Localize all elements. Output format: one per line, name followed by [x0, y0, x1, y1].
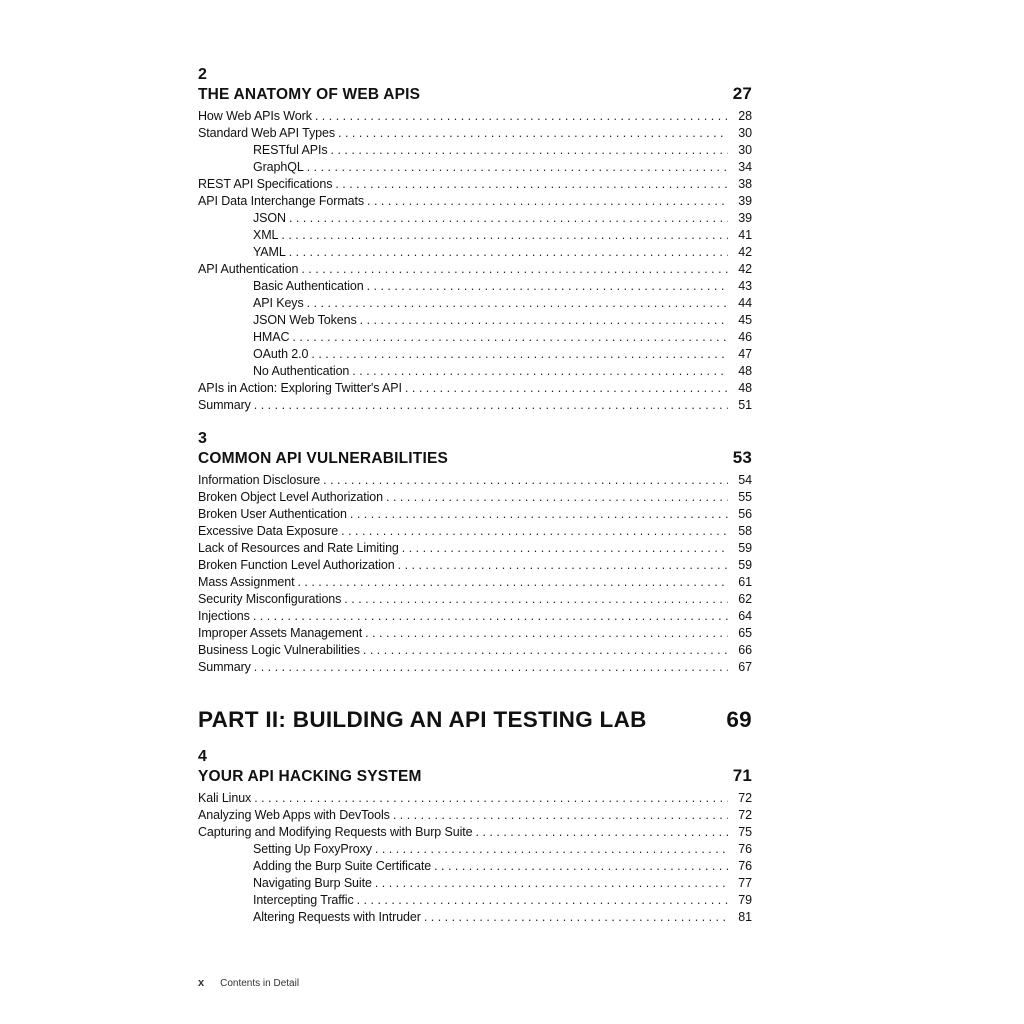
entry-page: 67 [738, 660, 752, 674]
entry-page: 58 [738, 524, 752, 538]
leader-dots [341, 523, 728, 540]
entry-page: 76 [738, 859, 752, 873]
entry-label: Analyzing Web Apps with DevTools [198, 808, 390, 822]
toc-subentry[interactable] [198, 875, 752, 892]
leader-dots [352, 363, 728, 380]
entry-page: 42 [738, 262, 752, 276]
chapter-title-row [198, 84, 752, 105]
leader-dots [375, 875, 728, 892]
entry-page: 77 [738, 876, 752, 890]
leader-dots [375, 841, 728, 858]
toc-entry[interactable] [198, 176, 752, 193]
entry-page: 42 [738, 245, 752, 259]
entry-page: 79 [738, 893, 752, 907]
leader-dots [307, 295, 728, 312]
entry-page: 72 [738, 791, 752, 805]
entry-label: Capturing and Modifying Requests with Burp Suite [198, 825, 473, 839]
leader-dots [360, 312, 728, 329]
chapter-2 [198, 66, 752, 414]
entry-page: 30 [738, 126, 752, 140]
chapter-title: YOUR API HACKING SYSTEM [198, 768, 422, 785]
entry-label: OAuth 2.0 [253, 347, 309, 361]
toc-subentry[interactable] [198, 312, 752, 329]
leader-dots [289, 244, 728, 261]
toc-subentry[interactable] [198, 329, 752, 346]
chapter-4 [198, 748, 752, 926]
entry-page: 34 [738, 160, 752, 174]
entry-label: YAML [253, 245, 286, 259]
entry-page: 43 [738, 279, 752, 293]
entry-page: 75 [738, 825, 752, 839]
leader-dots [323, 472, 728, 489]
entry-label: Adding the Burp Suite Certificate [253, 859, 432, 873]
chapter-page: 27 [732, 84, 752, 103]
toc-entry[interactable] [198, 193, 752, 210]
entry-label: Broken Object Level Authorization [198, 490, 384, 504]
entry-page: 48 [738, 381, 752, 395]
chapter-title-row [198, 766, 752, 787]
toc-entry[interactable] [198, 790, 752, 807]
entry-label: JSON Web Tokens [253, 313, 357, 327]
entry-label: Setting Up FoxyProxy [253, 842, 372, 856]
entry-label: Broken Function Level Authorization [198, 558, 395, 572]
entry-label: Business Logic Vulnerabilities [198, 643, 360, 657]
entry-label: Security Misconfigurations [198, 592, 342, 606]
chapter-number: 2 [198, 66, 207, 83]
entry-label: JSON [253, 211, 286, 225]
leader-dots [367, 278, 728, 295]
entry-label: How Web APIs Work [198, 109, 312, 123]
entry-label: No Authentication [253, 364, 350, 378]
toc-entry[interactable] [198, 380, 752, 397]
toc-entry[interactable] [198, 591, 752, 608]
leader-dots [350, 506, 728, 523]
entry-page: 64 [738, 609, 752, 623]
leader-dots [386, 489, 728, 506]
entry-label: API Keys [253, 296, 304, 310]
chapter-page: 53 [732, 448, 752, 467]
entry-label: API Data Interchange Formats [198, 194, 365, 208]
entry-page: 59 [738, 541, 752, 555]
toc-subentry[interactable] [198, 892, 752, 909]
toc-subentry[interactable] [198, 159, 752, 176]
toc-subentry[interactable] [198, 295, 752, 312]
entry-label: Basic Authentication [253, 279, 364, 293]
entry-page: 48 [738, 364, 752, 378]
toc-subentry[interactable] [198, 142, 752, 159]
toc-subentry[interactable] [198, 841, 752, 858]
toc-entry[interactable] [198, 523, 752, 540]
entry-page: 61 [738, 575, 752, 589]
entry-page: 54 [738, 473, 752, 487]
entry-label: Injections [198, 609, 250, 623]
chapter-title: COMMON API VULNERABILITIES [198, 450, 449, 467]
chapter-number: 3 [198, 430, 207, 447]
entry-label: REST API Specifications [198, 177, 333, 191]
leader-dots [424, 909, 728, 926]
entry-label: API Authentication [198, 262, 299, 276]
leader-dots [254, 397, 728, 414]
page-footer [198, 977, 299, 989]
entry-label: Navigating Burp Suite [253, 876, 372, 890]
entry-page: 56 [738, 507, 752, 521]
leader-dots [405, 380, 728, 397]
footer-page-number: x [198, 977, 205, 989]
toc-entry[interactable] [198, 506, 752, 523]
entry-page: 28 [738, 109, 752, 123]
toc-entry[interactable] [198, 261, 752, 278]
entry-label: Summary [198, 660, 251, 674]
entry-page: 39 [738, 194, 752, 208]
toc-subentry[interactable] [198, 244, 752, 261]
entry-page: 45 [738, 313, 752, 327]
entry-label: Broken User Authentication [198, 507, 347, 521]
entry-page: 65 [738, 626, 752, 640]
leader-dots [476, 824, 728, 841]
leader-dots [289, 210, 728, 227]
chapter-title-row [198, 448, 752, 469]
toc-entry[interactable] [198, 540, 752, 557]
leader-dots [292, 329, 728, 346]
entry-page: 55 [738, 490, 752, 504]
part-page: 69 [726, 707, 752, 732]
entry-page: 81 [738, 910, 752, 924]
entry-page: 41 [738, 228, 752, 242]
toc-subentry[interactable] [198, 227, 752, 244]
toc-entry[interactable] [198, 557, 752, 574]
leader-dots [402, 540, 728, 557]
leader-dots [253, 608, 728, 625]
entry-label: XML [253, 228, 279, 242]
entry-page: 44 [738, 296, 752, 310]
toc-subentry[interactable] [198, 858, 752, 875]
toc-entry[interactable] [198, 659, 752, 676]
leader-dots [281, 227, 728, 244]
toc-subentry[interactable] [198, 210, 752, 227]
leader-dots [365, 625, 728, 642]
leader-dots [254, 790, 728, 807]
toc-entry[interactable] [198, 397, 752, 414]
toc-entry[interactable] [198, 108, 752, 125]
leader-dots [344, 591, 728, 608]
entry-page: 47 [738, 347, 752, 361]
entry-page: 76 [738, 842, 752, 856]
entry-page: 62 [738, 592, 752, 606]
leader-dots [254, 659, 728, 676]
leader-dots [393, 807, 728, 824]
leader-dots [357, 892, 728, 909]
toc-subentry[interactable] [198, 363, 752, 380]
entry-label: Intercepting Traffic [253, 893, 354, 907]
entry-page: 30 [738, 143, 752, 157]
entry-label: Altering Requests with Intruder [253, 910, 421, 924]
entry-page: 39 [738, 211, 752, 225]
entry-label: Lack of Resources and Rate Limiting [198, 541, 399, 555]
leader-dots [398, 557, 728, 574]
chapter-3 [198, 430, 752, 676]
toc-entry[interactable] [198, 625, 752, 642]
leader-dots [434, 858, 728, 875]
leader-dots [367, 193, 728, 210]
entry-label: APIs in Action: Exploring Twitter's API [198, 381, 402, 395]
chapter-number: 4 [198, 748, 207, 765]
footer-running-title: Contents in Detail [220, 978, 300, 989]
entry-label: GraphQL [253, 160, 304, 174]
toc-entries [198, 472, 752, 676]
toc-entry[interactable] [198, 807, 752, 824]
entry-label: Kali Linux [198, 791, 252, 805]
part-heading[interactable] [198, 706, 752, 734]
entry-label: Summary [198, 398, 251, 412]
entry-label: Mass Assignment [198, 575, 295, 589]
entry-label: Standard Web API Types [198, 126, 336, 140]
entry-page: 51 [738, 398, 752, 412]
toc-subentry[interactable] [198, 278, 752, 295]
entry-page: 46 [738, 330, 752, 344]
chapter-page: 71 [732, 766, 752, 785]
part-title: PART II: BUILDING AN API TESTING LAB [198, 707, 647, 732]
leader-dots [301, 261, 728, 278]
toc-entries [198, 790, 752, 926]
chapter-title: THE ANATOMY OF WEB APIS [198, 86, 421, 103]
toc-entry[interactable] [198, 489, 752, 506]
leader-dots [335, 176, 728, 193]
toc-entry[interactable] [198, 574, 752, 591]
toc-entry[interactable] [198, 125, 752, 142]
leader-dots [311, 346, 728, 363]
toc-entry[interactable] [198, 642, 752, 659]
toc-subentry[interactable] [198, 346, 752, 363]
leader-dots [315, 108, 728, 125]
entry-label: Improper Assets Management [198, 626, 363, 640]
entry-label: Excessive Data Exposure [198, 524, 339, 538]
leader-dots [297, 574, 728, 591]
entry-page: 72 [738, 808, 752, 822]
entry-label: Information Disclosure [198, 473, 321, 487]
toc-entry[interactable] [198, 608, 752, 625]
toc-subentry[interactable] [198, 909, 752, 926]
toc-entry[interactable] [198, 824, 752, 841]
leader-dots [338, 125, 728, 142]
leader-dots [363, 642, 728, 659]
toc-entries [198, 108, 752, 414]
entry-label: HMAC [253, 330, 290, 344]
entry-page: 66 [738, 643, 752, 657]
entry-label: RESTful APIs [253, 143, 328, 157]
leader-dots [307, 159, 728, 176]
entry-page: 59 [738, 558, 752, 572]
toc-entry[interactable] [198, 472, 752, 489]
entry-page: 38 [738, 177, 752, 191]
leader-dots [331, 142, 728, 159]
toc-page [198, 66, 752, 942]
